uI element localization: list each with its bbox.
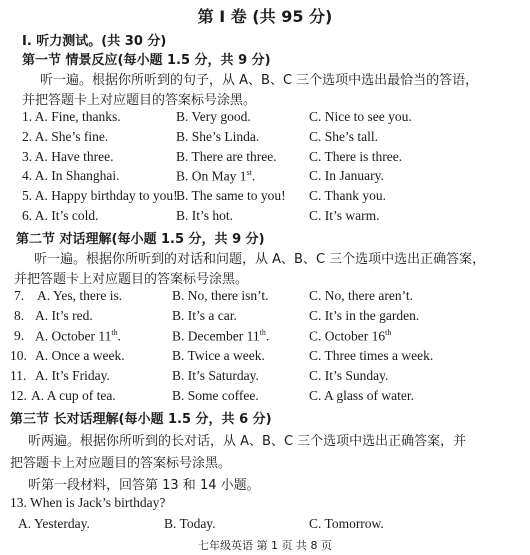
q11-option-b: B. It’s Saturday. — [172, 368, 259, 383]
q13-question: 13. When is Jack’s birthday? — [10, 495, 166, 510]
q4-option-a: 4. A. In Shanghai. — [22, 168, 120, 183]
q6-option-a: 6. A. It’s cold. — [22, 208, 99, 223]
q1-option-b: B. Very good. — [176, 109, 251, 124]
q11-option-a: A. It’s Friday. — [35, 368, 110, 383]
q9-number: 9. — [14, 328, 25, 343]
q13-option-a: A. Yesterday. — [18, 516, 90, 531]
q3-option-a: 3. A. Have three. — [22, 149, 114, 164]
q11-number: 11. — [10, 368, 27, 383]
q10-option-c: C. Three times a week. — [309, 348, 434, 363]
q5-option-c: C. Thank you. — [309, 188, 386, 203]
q10-number: 10. — [10, 348, 27, 363]
section2-instruction-line1: 听一遍。根据你所听到的对话和问题，从 A、B、C 三个选项中选出正确答案， — [34, 252, 486, 267]
q2-option-a: 2. A. She’s fine. — [22, 129, 109, 144]
section1-instruction-line2: 并把答题卡上对应题目的答案标号涂黑。 — [22, 93, 257, 108]
section3-instruction-line3: 听第一段材料，回答第 13 和 14 小题。 — [28, 478, 260, 493]
q12-option-a: A. A cup of tea. — [31, 388, 116, 403]
section1-heading: 第一节 情景反应(每小题 1.5 分，共 9 分) — [22, 53, 271, 68]
q12-option-c: C. A glass of water. — [309, 388, 414, 403]
q8-number: 8. — [14, 308, 25, 323]
q4-option-c: C. In January. — [309, 168, 384, 183]
q12-number: 12. — [10, 388, 27, 403]
q7-number: 7. — [14, 288, 25, 303]
q10-option-b: B. Twice a week. — [172, 348, 265, 363]
page-footer: 七年级英语 第 1 页 共 8 页 — [198, 539, 332, 552]
q7-option-c: C. No, there aren’t. — [309, 288, 413, 303]
q6-option-c: C. It’s warm. — [309, 208, 380, 223]
q8-option-a: A. It’s red. — [35, 308, 93, 323]
page-title: 第 I 卷 (共 95 分) — [197, 7, 333, 26]
q3-option-c: C. There is three. — [309, 149, 403, 164]
q9-option-c: C. October 16th — [309, 328, 392, 344]
section3-instruction-line2: 把答题卡上对应题目的答案标号涂黑。 — [10, 456, 232, 471]
q1-option-c: C. Nice to see you. — [309, 109, 412, 124]
q9-option-b: B. December 11th. — [172, 328, 270, 344]
section2-heading: 第二节 对话理解(每小题 1.5 分，共 9 分) — [16, 232, 265, 247]
q2-option-c: C. She’s tall. — [309, 129, 379, 144]
q12-option-b: B. Some coffee. — [172, 388, 259, 403]
q10-option-a: A. Once a week. — [35, 348, 125, 363]
q8-option-c: C. It’s in the garden. — [309, 308, 420, 323]
q9-option-a: A. October 11th. — [35, 328, 121, 344]
q5-option-b: B. The same to you! — [176, 188, 286, 203]
q4-option-b: B. On May 1st. — [176, 168, 256, 184]
q2-option-b: B. She’s Linda. — [176, 129, 260, 144]
q6-option-b: B. It’s hot. — [176, 208, 234, 223]
q8-option-b: B. It’s a car. — [172, 308, 237, 323]
section1-instruction-line1: 听一遍。根据你所听到的句子，从 A、B、C 三个选项中选出最恰当的答语， — [40, 73, 479, 88]
section3-heading: 第三节 长对话理解(每小题 1.5 分，共 6 分) — [10, 412, 272, 427]
q13-option-b: B. Today. — [164, 516, 216, 531]
q13-option-c: C. Tomorrow. — [309, 516, 384, 531]
section2-instruction-line2: 并把答题卡上对应题目的答案标号涂黑。 — [14, 272, 249, 287]
q5-option-a: 5. A. Happy birthday to you! — [22, 188, 178, 203]
q3-option-b: B. There are three. — [176, 149, 277, 164]
q7-option-b: B. No, there isn’t. — [172, 288, 269, 303]
q1-option-a: 1. A. Fine, thanks. — [22, 109, 121, 124]
q7-option-a: A. Yes, there is. — [37, 288, 123, 303]
section3-instruction-line1: 听两遍。根据你所听到的长对话，从 A、B、C 三个选项中选出正确答案，并 — [28, 434, 467, 449]
q11-option-c: C. It’s Sunday. — [309, 368, 389, 383]
part-heading-listening: I. 听力测试。(共 30 分) — [22, 34, 167, 49]
